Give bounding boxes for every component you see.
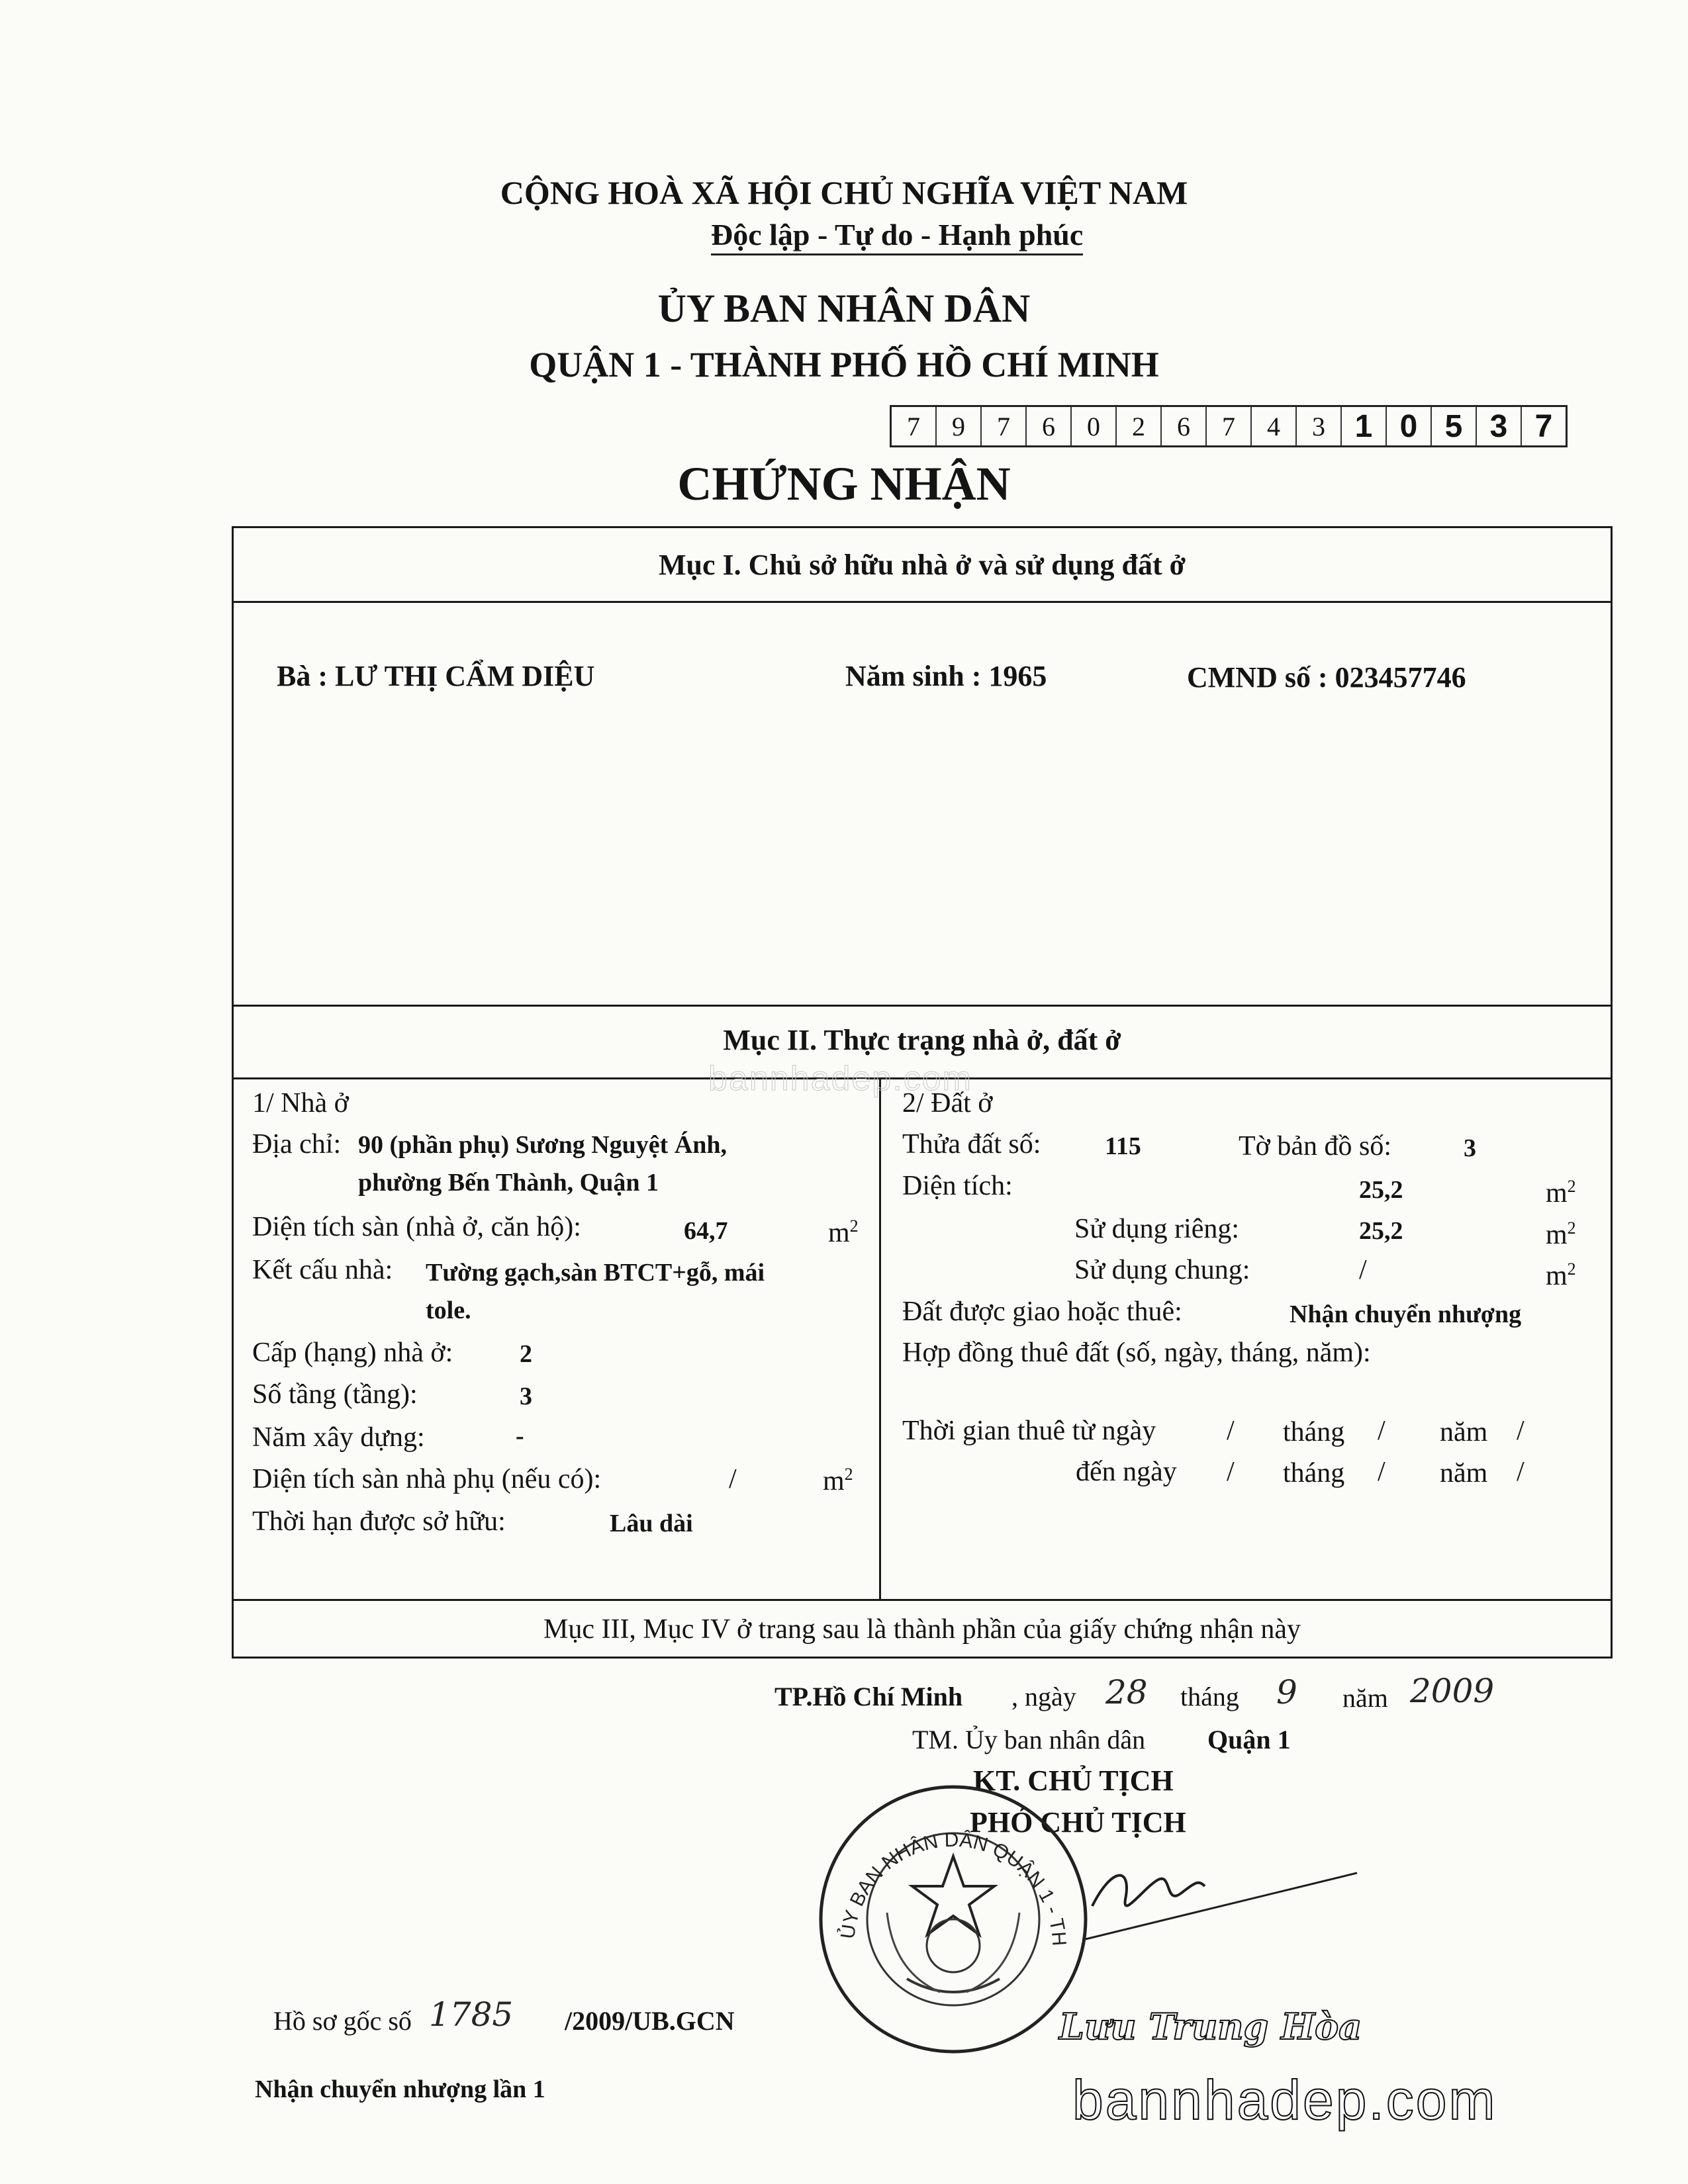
lease-to-year: / <box>1517 1457 1524 1487</box>
address-line1: 90 (phần phụ) Sương Nguyệt Ánh, <box>358 1131 727 1159</box>
land-area-unit <box>1546 1177 1576 1209</box>
serial-digit: 0 <box>1387 407 1432 445</box>
kt-chairman: KT. CHỦ TỊCH <box>973 1764 1174 1797</box>
serial-digit: 7 <box>1207 407 1252 445</box>
seal-graphic <box>814 1780 1092 2058</box>
serial-digit: 6 <box>1027 407 1072 445</box>
unit-exp: 2 <box>849 1216 859 1236</box>
serial-digit: 7 <box>982 407 1027 445</box>
lease-to-month: / <box>1378 1457 1385 1487</box>
grade-label: Cấp (hạng) nhà ở: <box>252 1338 453 1368</box>
row-divider <box>234 1599 1611 1601</box>
file-ref-label: Hồ sơ gốc số <box>273 2006 412 2036</box>
floor-area-label: Diện tích sàn (nhà ở, căn hộ): <box>252 1212 581 1242</box>
land-title: 2/ Đất ở <box>902 1088 993 1118</box>
private-use-unit <box>1546 1218 1576 1251</box>
sign-place: TP.Hồ Chí Minh <box>774 1682 963 1711</box>
allocation-value: Nhận chuyển nhượng <box>1289 1300 1522 1328</box>
row-divider <box>234 601 1611 603</box>
serial-digit: 3 <box>1297 407 1342 445</box>
floor-area-value: 64,7 <box>684 1217 728 1245</box>
unit-m: m <box>823 1466 845 1496</box>
lease-to-label: đến ngày <box>1076 1457 1177 1487</box>
lease-from-month: / <box>1378 1416 1385 1446</box>
common-use-label: Sử dụng chung: <box>1074 1255 1250 1285</box>
serial-digit: 2 <box>1117 407 1162 445</box>
serial-digit: 4 <box>1252 407 1297 445</box>
unit-m: m <box>1546 1178 1568 1208</box>
serial-digit: 9 <box>937 407 982 445</box>
unit-m: m <box>828 1218 850 1248</box>
serial-digit: 7 <box>892 407 937 445</box>
unit-m: m <box>1546 1261 1568 1291</box>
section2-heading: Mục II. Thực trạng nhà ở, đất ở <box>723 1024 1121 1056</box>
aux-area-value: / <box>729 1464 737 1494</box>
unit-exp: 2 <box>1567 1177 1576 1196</box>
lease-from-year: / <box>1517 1416 1524 1446</box>
lease-contract-label: Hợp đồng thuê đất (số, ngày, tháng, năm): <box>902 1338 1371 1368</box>
serial-number-box <box>890 405 1568 447</box>
serial-digit: 7 <box>1534 408 1553 444</box>
ownership-term-label: Thời hạn được sở hữu: <box>252 1506 506 1537</box>
map-sheet-value: 3 <box>1464 1134 1476 1162</box>
tm-unit: Quận 1 <box>1207 1725 1291 1754</box>
sign-year-label: năm <box>1342 1683 1388 1713</box>
transfer-note: Nhận chuyển nhượng lần 1 <box>255 2075 545 2103</box>
structure-label: Kết cấu nhà: <box>252 1255 393 1285</box>
owner-name: Bà : LƯ THỊ CẨM DIỆU <box>277 660 595 692</box>
id-number: CMND số : 023457746 <box>1187 661 1466 694</box>
serial-digit: 3 <box>1477 407 1522 445</box>
file-ref-suffix: /2009/UB.GCN <box>565 2006 735 2036</box>
official-seal <box>814 1780 1092 2058</box>
lease-to-year-label: năm <box>1440 1458 1488 1488</box>
lease-from-month-label: tháng <box>1283 1417 1345 1447</box>
aux-area-label: Diện tích sàn nhà phụ (nếu có): <box>252 1464 602 1494</box>
birth-year: Năm sinh : 1965 <box>845 660 1047 692</box>
land-area-label: Diện tích: <box>902 1171 1013 1201</box>
row-divider <box>234 1005 1611 1007</box>
land-area-value: 25,2 <box>1359 1176 1403 1204</box>
map-sheet-label: Tờ bản đồ số: <box>1239 1131 1392 1161</box>
allocation-label: Đất được giao hoặc thuê: <box>902 1297 1182 1327</box>
aux-area-unit <box>823 1465 853 1497</box>
address-line2: phường Bến Thành, Quận 1 <box>358 1169 659 1197</box>
signature-graphic <box>1072 1840 1364 1946</box>
section1-heading: Mục I. Chủ sở hữu nhà ở và sử dụng đất ở <box>659 549 1186 581</box>
private-use-value: 25,2 <box>1359 1217 1403 1245</box>
lease-to-month-label: tháng <box>1283 1458 1345 1488</box>
district-name: QUẬN 1 - THÀNH PHỐ HỒ CHÍ MINH <box>529 345 1159 385</box>
watermark: bannhadep.com <box>1072 2069 1497 2131</box>
sign-month: 9 <box>1276 1673 1297 1711</box>
common-use-unit <box>1546 1259 1576 1292</box>
motto: Độc lập - Tự do - Hạnh phúc <box>711 217 1083 255</box>
unit-m: m <box>1546 1220 1568 1250</box>
seal-text: ỦY BAN NHÂN DÂN QUẬN 1 - TH <box>837 1829 1070 1947</box>
lease-from-year-label: năm <box>1440 1417 1488 1447</box>
lease-from-label: Thời gian thuê từ ngày <box>902 1416 1156 1446</box>
tm-prefix: TM. Ủy ban nhân dân <box>912 1725 1146 1754</box>
ownership-term-value: Lâu dài <box>610 1510 693 1537</box>
sign-day: 28 <box>1105 1673 1148 1711</box>
common-use-value: / <box>1359 1255 1367 1285</box>
serial-digit: 0 <box>1072 407 1117 445</box>
serial-digit: 6 <box>1162 407 1207 445</box>
serial-digit: 1 <box>1342 407 1387 445</box>
lease-from-day: / <box>1227 1416 1235 1446</box>
sign-month-label: tháng <box>1180 1682 1239 1711</box>
serial-digit: 5 <box>1432 407 1477 445</box>
parcel-value: 115 <box>1105 1132 1141 1160</box>
sign-day-label: , ngày <box>1011 1682 1076 1711</box>
agency-name: ỦY BAN NHÂN DÂN <box>657 287 1031 330</box>
floors-value: 3 <box>520 1383 532 1410</box>
signer-name: Lưu Trung Hòa <box>1059 2005 1362 2048</box>
footer-note: Mục III, Mục IV ở trang sau là thành phần của giấy chứng nhận này <box>543 1614 1301 1645</box>
country-name: CỘNG HOÀ XÃ HỘI CHỦ NGHĨA VIỆT NAM <box>500 174 1188 211</box>
structure-line1: Tường gạch,sàn BTCT+gỗ, mái <box>426 1259 765 1287</box>
sign-year: 2009 <box>1410 1672 1495 1710</box>
structure-line2: tole. <box>426 1297 471 1324</box>
grade-value: 2 <box>520 1340 532 1368</box>
floor-area-unit <box>828 1216 859 1249</box>
watermark-faint: bannhadep.com <box>708 1060 972 1098</box>
year-built-value: - <box>516 1422 524 1450</box>
signature-scribble <box>1072 1840 1364 1946</box>
address-label: Địa chỉ: <box>252 1129 342 1160</box>
private-use-label: Sử dụng riêng: <box>1074 1214 1240 1244</box>
file-ref-number: 1785 <box>429 1995 514 2034</box>
house-title: 1/ Nhà ở <box>252 1088 349 1118</box>
unit-exp: 2 <box>1567 1218 1576 1238</box>
year-built-label: Năm xây dựng: <box>252 1422 425 1453</box>
certificate-title: CHỨNG NHẬN <box>677 457 1011 510</box>
column-divider <box>879 1077 881 1599</box>
parcel-label: Thửa đất số: <box>902 1129 1041 1160</box>
unit-exp: 2 <box>844 1465 853 1484</box>
unit-exp: 2 <box>1567 1259 1576 1279</box>
floors-label: Số tầng (tầng): <box>252 1379 418 1410</box>
vice-chairman: PHÓ CHỦ TỊCH <box>970 1806 1186 1839</box>
lease-to-day: / <box>1227 1457 1235 1487</box>
